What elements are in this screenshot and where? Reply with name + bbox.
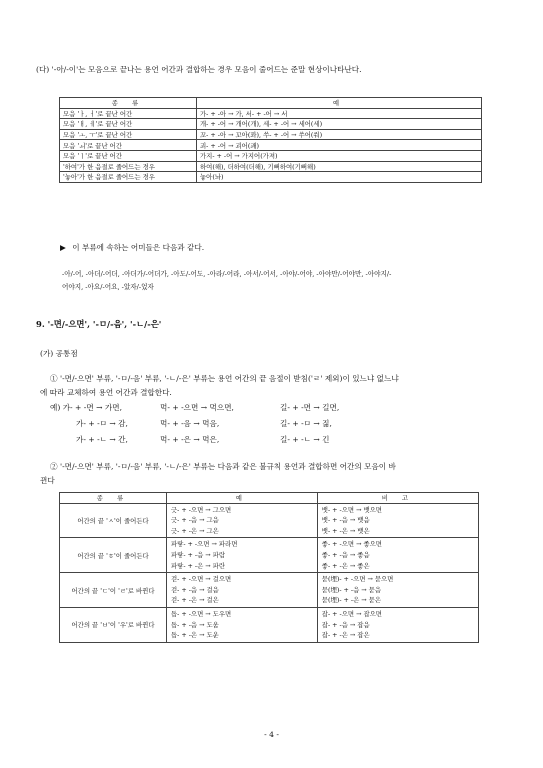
header-example: 예 [197, 98, 482, 109]
row-type: 어간의 끝 'ㅂ'이 '우'로 바뀐다 [60, 607, 167, 642]
header-example: 예 [167, 493, 318, 504]
table-row [60, 129, 482, 140]
paragraph-2-line-2: 뀐다 [40, 476, 55, 485]
row-type: 모음 'ㅏ, ㅓ'로 끝난 어간 [60, 108, 197, 119]
row-notes: 좋- + -으면 → 좋으면 좋- + -음 → 좋음 좋- + -은 → 좋은 [317, 538, 478, 573]
row-example: 하여(해), 더하여(더해), 기뻐하여(기뻐해) [197, 161, 482, 172]
row-type: 어간의 끝 'ㄷ'이 'ㄹ'로 바뀐다 [60, 573, 167, 608]
table-row [60, 150, 482, 161]
section-heading: 9. '-면/-으면', '-ㅁ/-음', '-ㄴ/-은' [36, 319, 162, 329]
table-row [60, 140, 482, 151]
table-row [60, 119, 482, 130]
example-cell: 길- + -ㄴ → 긴 [280, 435, 330, 444]
irregular-verb-table [59, 492, 479, 643]
contraction-table [59, 97, 482, 183]
row-type: 어간의 끝 'ㅅ'이 줄어든다 [60, 503, 167, 538]
row-examples: 파랗- + -으면 → 파라면 파랗- + -음 → 파람 파랗- + -은 → 파란 [167, 538, 318, 573]
table-row [60, 172, 482, 183]
table-header-row [60, 98, 482, 109]
row-type: 모음 'ㅣ'로 끝난 어간 [60, 150, 197, 161]
example-cell: 예) 가- + -면 → 가면, [50, 403, 122, 412]
row-example: 꼬- + -아 → 꼬아(꽈), 쑤- + -어 → 쑤어(쒀) [197, 129, 482, 140]
table-row [60, 607, 479, 642]
table-row [60, 161, 482, 172]
row-type: 모음 'ㅚ'로 끝난 어간 [60, 140, 197, 151]
row-notes: 잡- + -으면 → 잡으면 잡- + -음 → 잡음 잡- + -은 → 잡은 [317, 607, 478, 642]
row-type: '놓아'가 한 음절로 줄어드는 경우 [60, 172, 197, 183]
table-row [60, 538, 479, 573]
row-type: 모음 'ㅗ, ㅜ'로 끝난 어간 [60, 129, 197, 140]
row-notes: 뱃- + -으면 → 뱃으면 뱃- + -음 → 뱃음 뱃- + -은 → 뱃은 [317, 503, 478, 538]
row-notes: 묻(埋)- + -으면 → 묻으면 묻(埋)- + -음 → 묻음 묻(埋)- + -은 → 묻은 [317, 573, 478, 608]
example-line [76, 434, 330, 445]
intro-paragraph: (다) '-아/-이'는 모음으로 끝나는 용언 어간과 결합하는 경우 모음이 줄어드는 준말 현상이나타난다. [36, 65, 362, 74]
header-note: 비 고 [317, 493, 478, 504]
paragraph-1-line-1: ① '-면/-으면' 부류, '-ㅁ/-음' 부류, '-ㄴ/-은' 부류는 용언 어간의 끝 음절이 받침('ㄹ' 제외)이 있느냐 없느냐 [50, 374, 399, 383]
row-examples: 긋- + -으면 → 그으면 긋- + -음 → 그음 긋- + -은 → 그은 [167, 503, 318, 538]
row-type: '하여'가 한 음절로 줄어드는 경우 [60, 161, 197, 172]
ending-list-line-2: 어야지, -아요/-어요, -았자/-었자 [62, 283, 154, 291]
example-cell: 먹- + -음 → 먹음, [160, 419, 220, 428]
row-example: 가지- + -어 → 가지어(가져) [197, 150, 482, 161]
example-cell: 길- + -ㅁ → 짊, [280, 419, 332, 428]
header-type: 종 류 [60, 98, 197, 109]
bullet-marker-icon: ▶ [60, 243, 66, 252]
example-cell: 길- + -면 → 길면, [280, 403, 340, 412]
page-number: - 4 - [264, 730, 279, 739]
table-row [60, 503, 479, 538]
bullet-text: 이 부류에 속하는 어미들은 다음과 같다. [72, 243, 205, 252]
table-row [60, 573, 479, 608]
example-cell: 가- + -ㄴ → 간, [76, 435, 128, 444]
table-row [60, 108, 482, 119]
example-cell: 먹- + -으면 → 먹으면, [160, 403, 234, 412]
bullet-line [60, 242, 204, 253]
example-cell: 먹- + -은 → 먹은, [160, 435, 220, 444]
row-examples: 돕- + -으면 → 도우면 돕- + -음 → 도움 돕- + -은 → 도운 [167, 607, 318, 642]
row-type: 어간의 끝 'ㅎ'이 줄어든다 [60, 538, 167, 573]
example-line [76, 418, 332, 429]
row-example: 놓아(놔) [197, 172, 482, 183]
header-type: 종 류 [60, 493, 167, 504]
example-cell: 가- + -ㅁ → 감, [76, 419, 128, 428]
table-header-row [60, 493, 479, 504]
example-line [50, 402, 339, 413]
paragraph-2-line-1: ② '-면/-으면' 부류, '-ㅁ/-음' 부류, '-ㄴ/-은' 부류는 다음과 같은 불규칙 용언과 결합하면 어간의 모음이 바 [50, 462, 396, 471]
paragraph-1-line-2: 에 따라 교체하여 용언 어간과 결합한다. [40, 388, 172, 397]
row-example: 개- + -어 → 개어(개), 세- + -어 → 세어(세) [197, 119, 482, 130]
ending-list-line-1: -아/-어, -아더/-어더, -아더가/-어더가, -아도/-어도, -아라/-어라, -아서/-어서, -아야/-어야, -아야만/-어야만, -아야지/- [62, 270, 392, 278]
row-example: 가- + -아 → 가, 서- + -어 → 서 [197, 108, 482, 119]
row-type: 모음 'ㅐ, ㅔ'로 끝난 어간 [60, 119, 197, 130]
subheading-common: (가) 공통점 [40, 349, 78, 358]
row-example: 괴- + -어 → 괴어(괘) [197, 140, 482, 151]
row-examples: 걷- + -으면 → 걸으면 걷- + -음 → 걸음 걷- + -은 → 걸은 [167, 573, 318, 608]
